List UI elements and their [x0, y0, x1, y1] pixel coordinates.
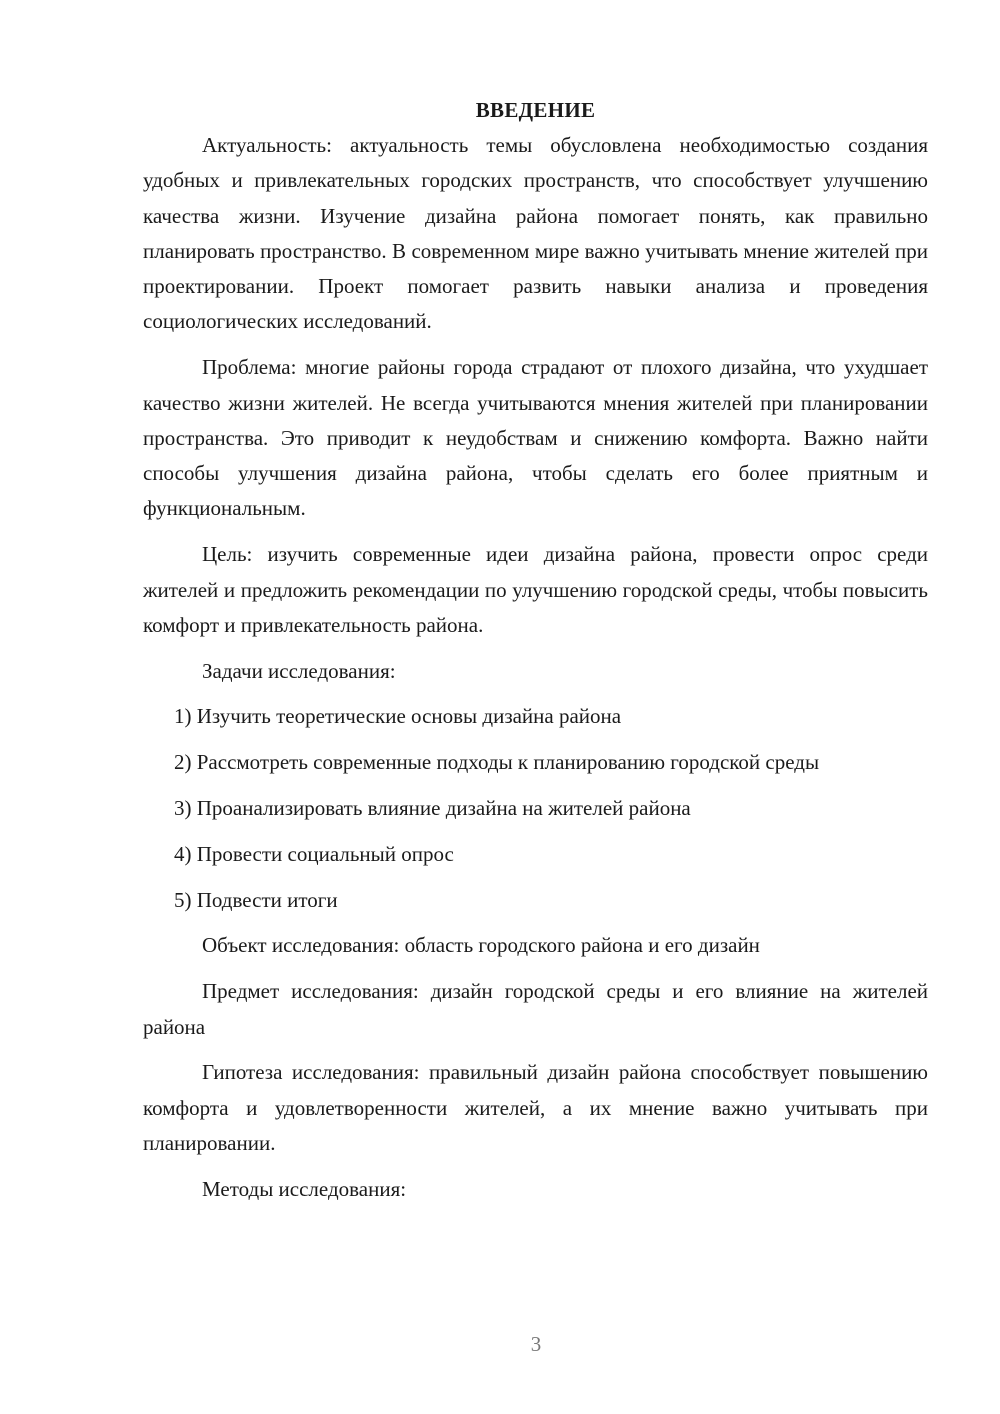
- paragraph-goal: Цель: изучить современные идеи дизайна района, провести опрос среди жителей и предложить рекомендации по улучшению городской среды, чтобы повысить комфорт и привлекательность района.: [143, 542, 928, 637]
- document-page: [143, 93, 928, 1218]
- task-item-1: 1) Изучить теоретические основы дизайна района: [174, 704, 622, 729]
- section-heading: ВВЕДЕНИЕ: [475, 98, 596, 122]
- tasks-heading: Задачи исследования:: [202, 658, 396, 683]
- task-item-4: 4) Провести социальный опрос: [174, 841, 454, 866]
- paragraph-subject: Предмет исследования: дизайн городской среды и его влияние на жителей района: [143, 979, 928, 1039]
- task-item-2: 2) Рассмотреть современные подходы к планированию городской среды: [174, 750, 820, 775]
- paragraph-problem: Проблема: многие районы города страдают от плохого дизайна, что ухудшает качество жизни жителей. Не всегда учитываются мнения жителей при планировании пространства. Это приводит к неудобствам и снижению комфорта. Важно найти способы улучшения дизайна района, чтобы сделать его более приятным и функциональным.: [143, 355, 928, 521]
- paragraph-relevance: Актуальность: актуальность темы обусловлена необходимостью создания удобных и привлекательных городских пространств, что способствует улучшению качества жизни. Изучение дизайна района помогает понять, как правильно планировать пространство. В современном мире важно учитывать мнение жителей при проектировании. Проект помогает развить навыки анализа и проведения социологических исследований.: [143, 133, 928, 334]
- methods-heading: Методы исследования:: [202, 1176, 407, 1201]
- paragraph-hypothesis: Гипотеза исследования: правильный дизайн района способствует повышению комфорта и удовлетворенности жителей, а их мнение важно учитывать при планировании.: [143, 1060, 928, 1155]
- task-item-3: 3) Проанализировать влияние дизайна на жителей района: [174, 796, 691, 821]
- task-item-5: 5) Подвести итоги: [174, 887, 338, 912]
- paragraph-object: Объект исследования: область городского района и его дизайн: [202, 933, 760, 958]
- page-number: 3: [530, 1332, 542, 1356]
